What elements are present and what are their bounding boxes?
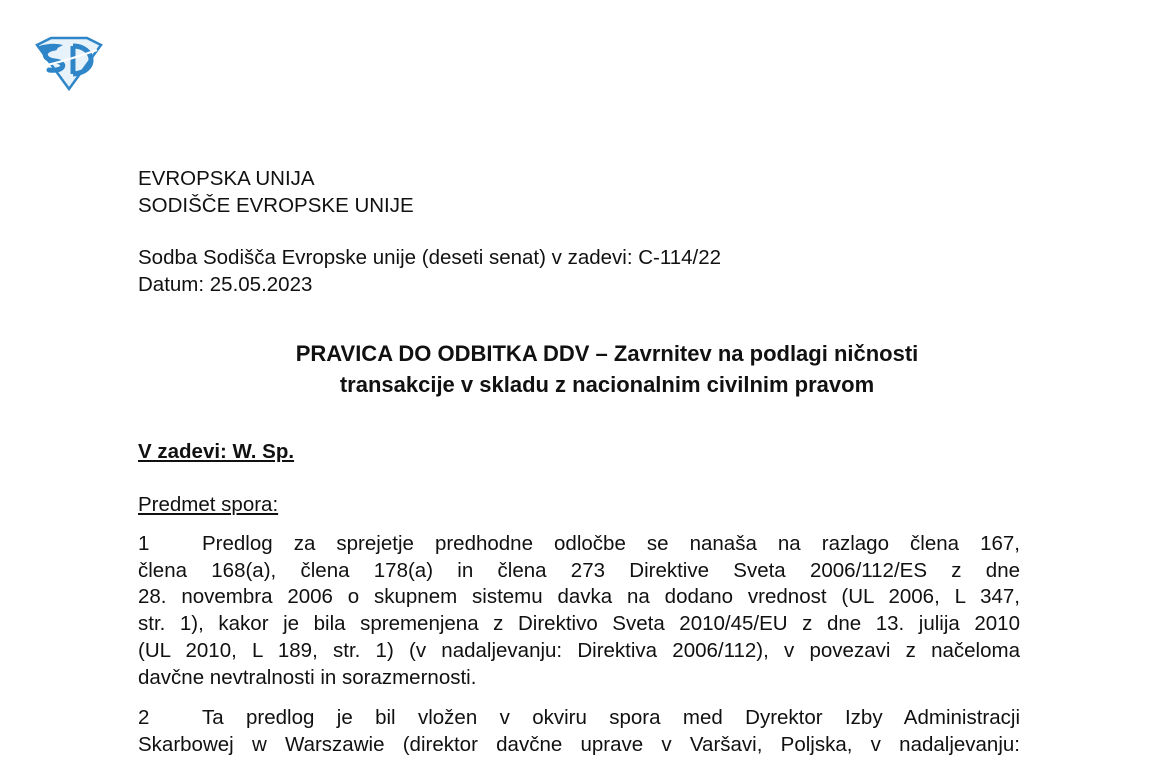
paragraph-line: str. 1), kakor je bila spremenjena z Direktivo Sveta 2010/45/EU z dne 13. julija 2010 [138, 612, 1020, 636]
document-title [100, 338, 1114, 400]
case-meta [138, 245, 1020, 298]
court-name-line: SODIŠČE EVROPSKE UNIJE [138, 193, 414, 217]
title-line-2: transakcije v skladu z nacionalnim civilnim pravom [339, 372, 875, 397]
paragraph-1 [138, 531, 1020, 691]
court-union-line: EVROPSKA UNIJA [138, 167, 315, 190]
court-header [138, 166, 1020, 219]
title-line-1: PRAVICA DO ODBITKA DDV – Zavrnitev na podlagi ničnosti [295, 341, 919, 366]
paragraph-line: (UL 2010, L 189, str. 1) (v nadaljevanju: Direktiva 2006/112), v povezavi z načeloma [138, 638, 1020, 662]
subject-heading: Predmet spora: [138, 493, 279, 516]
diamond-sd-logo-icon [33, 36, 105, 92]
paragraph-number: 1 [138, 532, 150, 555]
date-line: Datum: 25.05.2023 [138, 272, 313, 296]
paragraph-line: 1 Predlog za sprejetje predhodne odločbe se nanaša na razlago člena 167, [138, 531, 1020, 558]
judgment-line: Sodba Sodišča Evropske unije (deseti senat) v zadevi: C-114/22 [138, 246, 722, 269]
paragraph-line: Skarbowej w Warszawie (direktor davčne uprave v Varšavi, Poljska, v nadaljevanju: [138, 732, 1020, 756]
paragraph-line: davčne nevtralnosti in sorazmernosti. [138, 665, 477, 689]
paragraph-line: 2 Ta predlog je bil vložen v okviru spora med Dyrektor Izby Administracji [138, 705, 1020, 732]
paragraph-line: člena 168(a), člena 178(a) in člena 273 Direktive Sveta 2006/112/ES z dne [138, 558, 1020, 582]
paragraph-line: 28. novembra 2006 o skupnem sistemu davka na dodano vrednost (UL 2006, L 347, [138, 585, 1020, 609]
paragraph-2 [138, 705, 1020, 758]
paragraph-number: 2 [138, 706, 150, 729]
case-reference: V zadevi: W. Sp. [138, 440, 295, 463]
